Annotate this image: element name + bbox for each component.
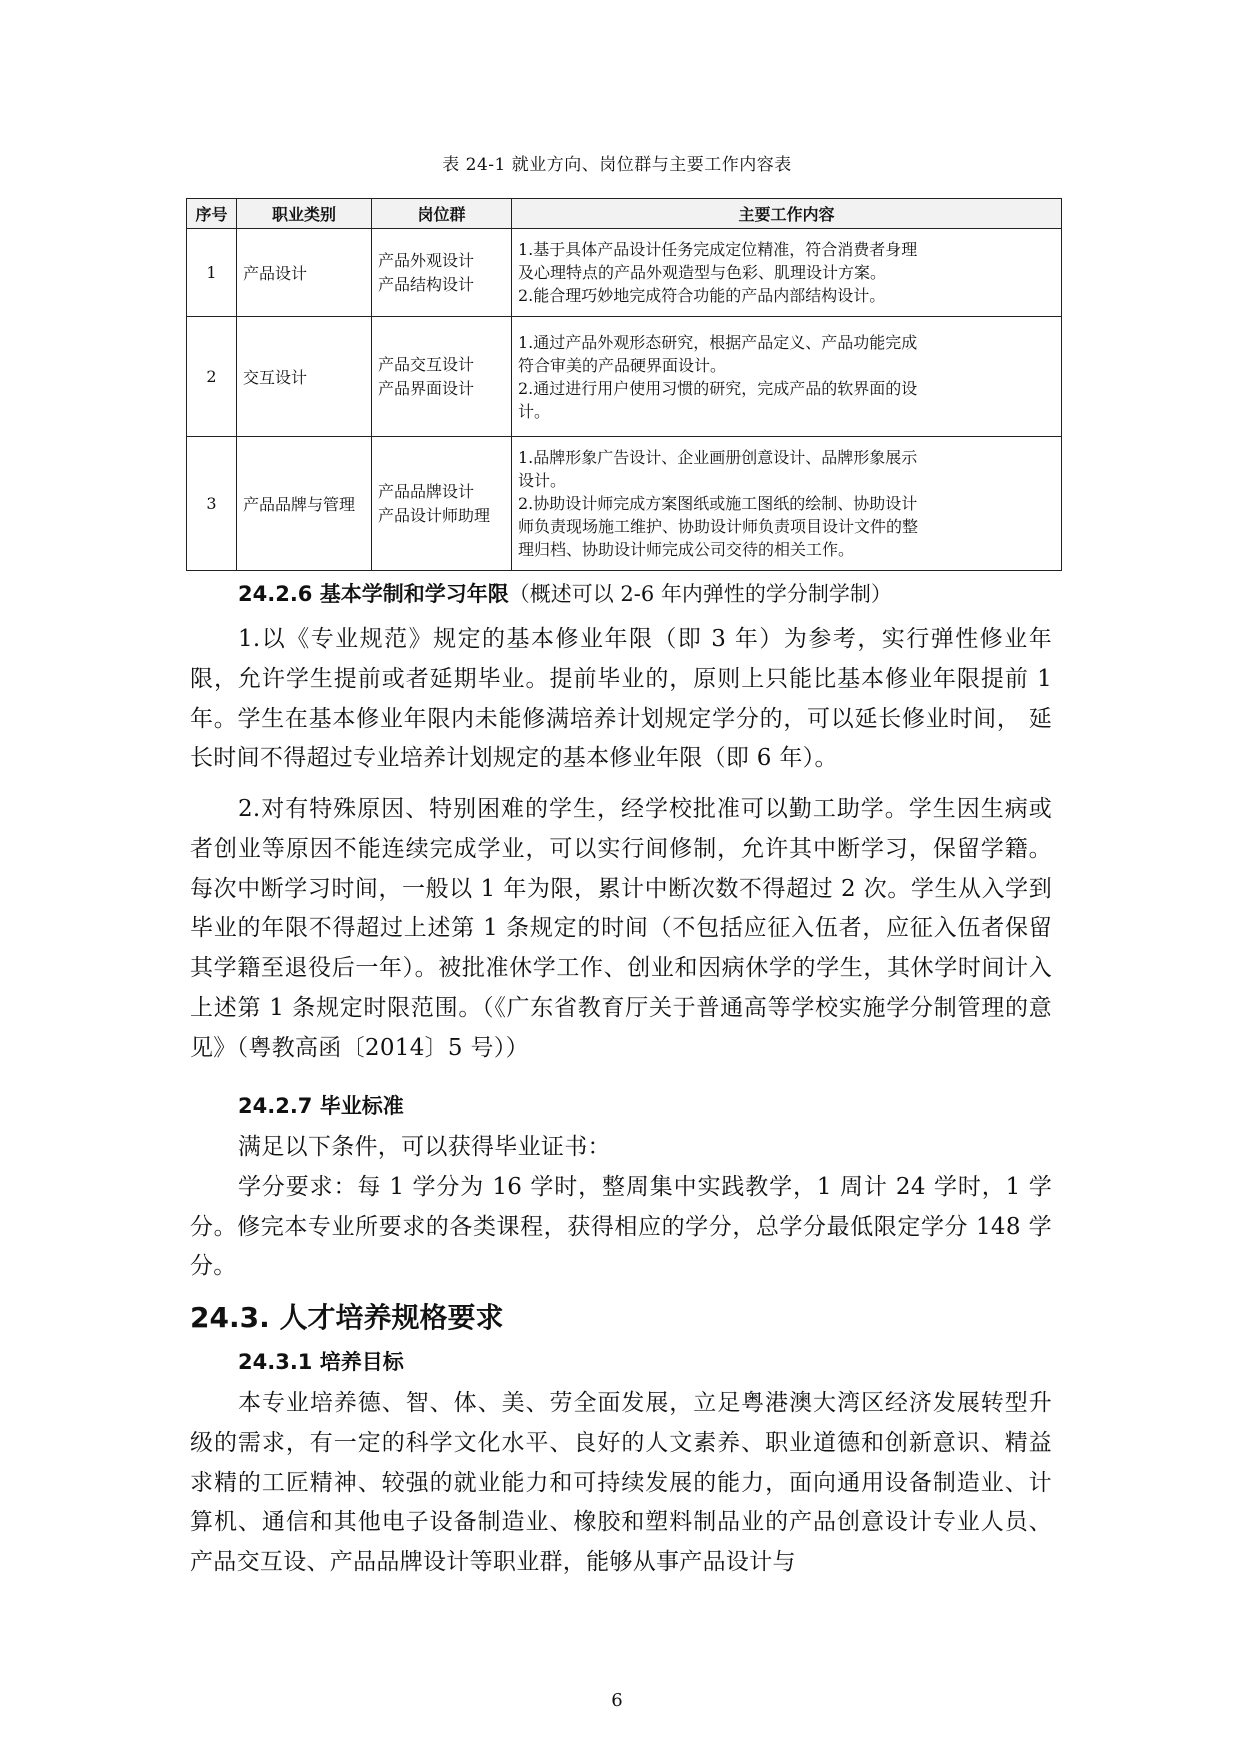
section-heading-3: 24.3. 人才培养规格要求 xyxy=(190,1301,504,1334)
table-row xyxy=(187,437,1062,571)
section-heading-2-6 xyxy=(238,578,892,608)
work-line: 1.通过产品外观形态研究，根据产品定义、产品功能完成 xyxy=(518,332,918,352)
position-item: 产品界面设计 xyxy=(378,378,475,398)
section-2-6-body xyxy=(190,620,1052,779)
cell-work xyxy=(512,317,1062,437)
cell-num: 3 xyxy=(187,437,237,571)
cell-num: 2 xyxy=(187,317,237,437)
position-item: 产品结构设计 xyxy=(378,274,475,294)
work-line: 及心理特点的产品外观造型与色彩、肌理设计方案。 xyxy=(518,263,887,282)
cell-positions xyxy=(372,437,512,571)
jobs-table xyxy=(186,198,1062,571)
paragraph: 2.对有特殊原因、特别困难的学生，经学校批准可以勤工助学。学生因生病或者创业等原因不能连续完成学业，可以实行间修制，允许其中断学习，保留学籍。每次中断学习时间，一般以 1 年为限，累计中断次数不得超过 2 次。学生从入学到毕业的年限不得超过上述第 1 条规定的时间（不包括应征入伍者，应征入伍者保留其学籍至退役后一年）。被批准休学工作、创业和因病休学的学生，其休学时间计入上述第 1 条规定时限范围。（《广东省教育厅关于普通高等学校实施学分制管理的意见》（粤教高函〔2014〕5 号）） xyxy=(190,796,1052,1061)
position-item: 产品交互设计 xyxy=(378,354,475,374)
work-line: 理归档、协助设计师完成公司交待的相关工作。 xyxy=(518,540,855,559)
paragraph: 满足以下条件，可以获得毕业证书： xyxy=(238,1134,611,1160)
paragraph: 学分要求：每 1 学分为 16 学时，整周集中实践教学，1 周计 24 学时，1 学分。修完本专业所要求的各类课程，获得相应的学分，总学分最低限定学分 148 学分。 xyxy=(190,1173,1052,1280)
work-line: 设计。 xyxy=(518,471,567,490)
cell-category: 产品品牌与管理 xyxy=(237,437,372,571)
section-heading-2-7: 24.2.7 毕业标准 xyxy=(238,1094,404,1118)
paragraph: 1.以《专业规范》规定的基本修业年限（即 3 年）为参考，实行弹性修业年限，允许学生提前或者延期毕业。提前毕业的，原则上只能比基本修业年限提前 1 年。学生在基本修业年限内未能修满培养计划规定学分的，可以延长修业时间， 延长时间不得超过专业培养计划规定的基本修业年限（即 6 年）。 xyxy=(190,626,1052,772)
table-caption: 表 24-1 就业方向、岗位群与主要工作内容表 xyxy=(442,155,792,175)
header-work: 主要工作内容 xyxy=(512,199,1062,229)
page-number: 6 xyxy=(611,1690,623,1711)
cell-category: 交互设计 xyxy=(237,317,372,437)
work-line: 2.能合理巧妙地完成符合功能的产品内部结构设计。 xyxy=(518,286,886,305)
work-line: 2.协助设计师完成方案图纸或施工图纸的绘制、协助设计 xyxy=(518,494,918,513)
work-line: 2.通过进行用户使用习惯的研究，完成产品的软界面的设 xyxy=(518,378,918,398)
cell-work xyxy=(512,437,1062,571)
section-2-7-body xyxy=(190,1128,1052,1287)
header-category: 职业类别 xyxy=(237,199,372,229)
work-line: 师负责现场施工维护、协助设计师负责项目设计文件的整 xyxy=(518,517,919,536)
section-2-6-body-2 xyxy=(190,790,1052,1069)
section-heading-3-1: 24.3.1 培养目标 xyxy=(238,1350,404,1374)
paragraph: 本专业培养德、智、体、美、劳全面发展，立足粤港澳大湾区经济发展转型升级的需求，有一定的科学文化水平、良好的人文素养、职业道德和创新意识、精益求精的工匠精神、较强的就业能力和可持续发展的能力，面向通用设备制造业、计算机、通信和其他电子设备制造业、橡胶和塑料制品业的产品创意设计专业人员、产品交互设、产品品牌设计等职业群，能够从事产品设计与 xyxy=(190,1390,1052,1576)
section-heading-note: （概述可以 2-6 年内弹性的学分制学制） xyxy=(508,582,892,606)
cell-work xyxy=(512,229,1062,317)
cell-num: 1 xyxy=(187,229,237,317)
cell-positions xyxy=(372,229,512,317)
table-row xyxy=(187,229,1062,317)
work-line: 1.基于具体产品设计任务完成定位精准，符合消费者身理 xyxy=(518,240,918,259)
table-row xyxy=(187,317,1062,437)
work-line: 1.品牌形象广告设计、企业画册创意设计、品牌形象展示 xyxy=(518,448,918,467)
section-3-1-body xyxy=(190,1384,1052,1583)
table-header-row xyxy=(187,199,1062,229)
position-item: 产品品牌设计 xyxy=(378,481,475,501)
position-item: 产品外观设计 xyxy=(378,250,475,270)
position-item: 产品设计师助理 xyxy=(378,505,491,525)
work-line: 计。 xyxy=(518,401,551,421)
cell-category: 产品设计 xyxy=(237,229,372,317)
header-num: 序号 xyxy=(187,199,237,229)
cell-positions xyxy=(372,317,512,437)
work-line: 符合审美的产品硬界面设计。 xyxy=(518,355,727,375)
header-positions: 岗位群 xyxy=(372,199,512,229)
section-heading-text: 24.2.6 基本学制和学习年限 xyxy=(238,582,509,606)
